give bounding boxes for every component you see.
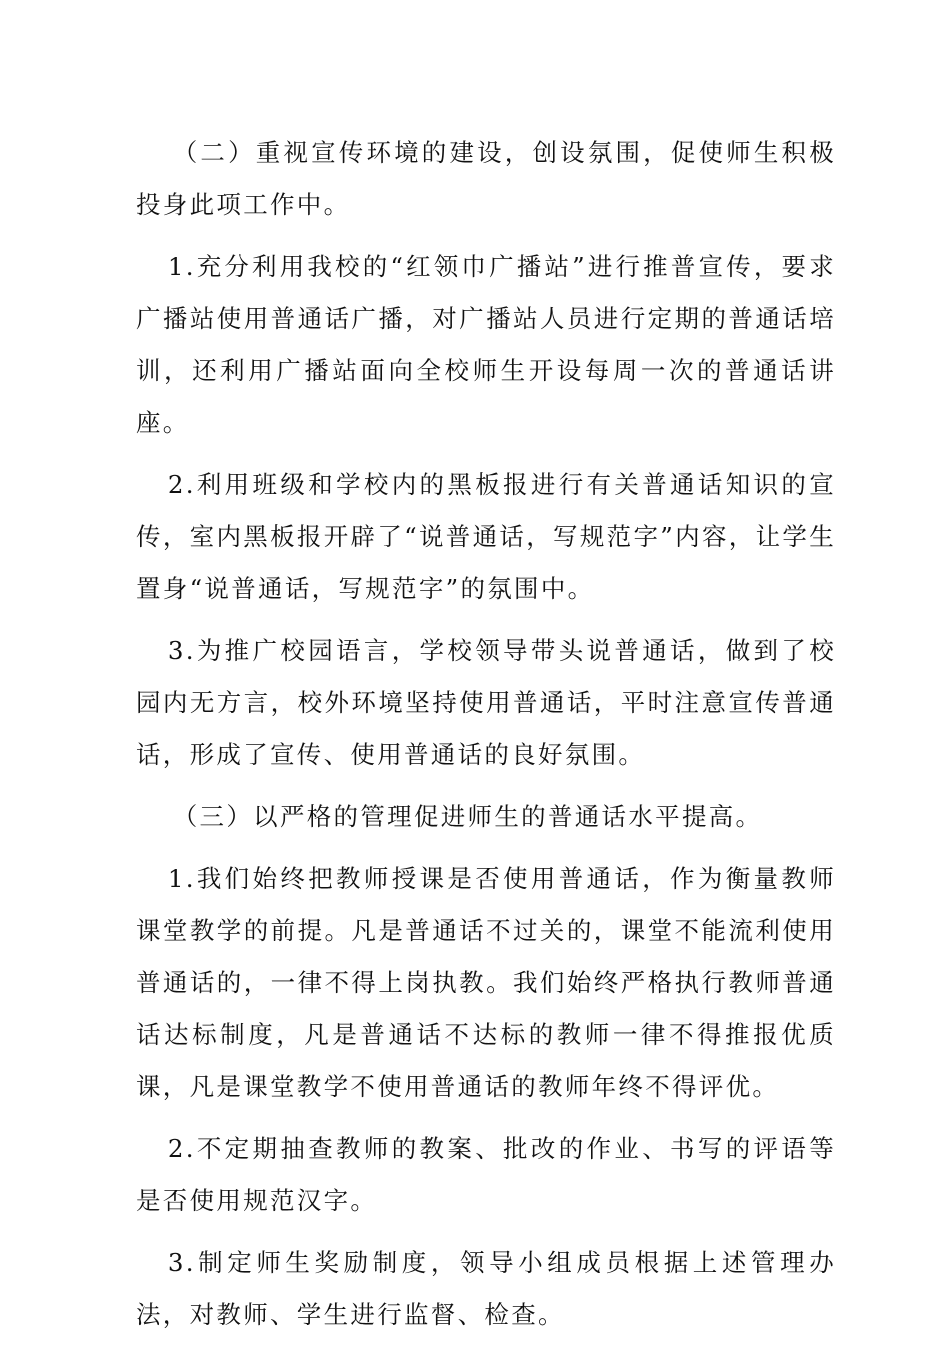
paragraph-item-3-2: 2.不定期抽查教师的教案、批改的作业、书写的评语等是否使用规范汉字。: [136, 1134, 836, 1215]
paragraph-item-2-3: 3.为推广校园语言，学校领导带头说普通话，做到了校园内无方言，校外环境坚持使用普通话，平时注意宣传普通话，形成了宣传、使用普通话的良好氛围。: [136, 636, 836, 769]
paragraph-item-2-1: 1.充分利用我校的“红领巾广播站”进行推普宣传，要求广播站使用普通话广播，对广播站人员进行定期的普通话培训，还利用广播站面向全校师生开设每周一次的普通话讲座。: [136, 252, 836, 437]
section-heading-2: （二）重视宣传环境的建设，创设氛围，促使师生积极投身此项工作中。: [136, 138, 836, 219]
section-heading-3: （三）以严格的管理促进师生的普通话水平提高。: [172, 802, 763, 831]
document-body: [136, 127, 836, 1351]
paragraph-item-3-3: 3.制定师生奖励制度，领导小组成员根据上述管理办法，对教师、学生进行监督、检查。: [136, 1248, 836, 1329]
paragraph-item-2-2: 2.利用班级和学校内的黑板报进行有关普通话知识的宣传，室内黑板报开辟了“说普通话，写规范字”内容，让学生置身“说普通话，写规范字”的氛围中。: [136, 470, 836, 603]
paragraph-item-3-1: 1.我们始终把教师授课是否使用普通话，作为衡量教师课堂教学的前提。凡是普通话不过关的，课堂不能流利使用普通话的，一律不得上岗执教。我们始终严格执行教师普通话达标制度，凡是普通话不达标的教师一律不得推报优质课，凡是课堂教学不使用普通话的教师年终不得评优。: [136, 864, 836, 1101]
